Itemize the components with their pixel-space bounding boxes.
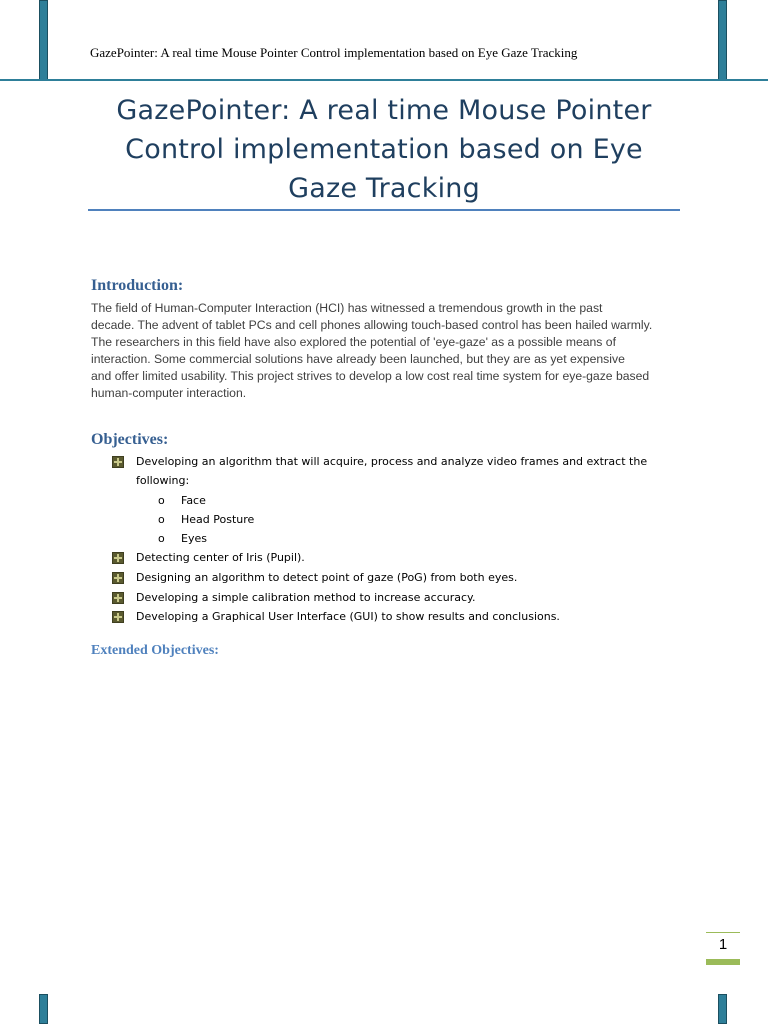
header-rule (0, 79, 768, 81)
document-title: GazePointer: A real time Mouse Pointer Control implementation based on Eye Gaze Tracking (116, 95, 652, 204)
square-bullet-icon (112, 592, 124, 604)
page-number-bar (706, 959, 740, 965)
paragraph-line: and offer limited usability. This project strives to develop a low cost real time system for eye-gaze based (91, 368, 650, 383)
circle-bullet-icon: o (158, 513, 165, 526)
paragraph-line: interaction. Some commercial solutions have already been launched, but they are as yet expensive (91, 351, 625, 366)
sub-list-item-text: Eyes (181, 532, 207, 545)
square-bullet-icon (112, 572, 124, 584)
introduction-paragraph (91, 300, 681, 401)
list-item-text: Developing an algorithm that will acquire, process and analyze video frames and extract the (136, 455, 648, 468)
paragraph-line: human-computer interaction. (91, 385, 247, 400)
page-number: 1 (718, 936, 728, 953)
extended-objectives-heading: Extended Objectives: (91, 643, 219, 658)
paragraph-line: The field of Human-Computer Interaction (HCI) has witnessed a tremendous growth in the past (91, 301, 603, 315)
list-item-text: Detecting center of Iris (Pupil). (136, 551, 305, 564)
page-number-top-rule (706, 932, 740, 933)
title-underline (88, 209, 680, 211)
list-item-text: following: (136, 474, 190, 487)
paragraph-line: The researchers in this field have also explored the potential of 'eye-gaze' as a possible means of (91, 334, 616, 349)
paragraph-line: decade. The advent of tablet PCs and cell phones allowing touch-based control has been hailed warmly. (91, 317, 653, 332)
sub-list-item-text: Face (181, 494, 206, 507)
sub-list-item-text: Head Posture (181, 513, 255, 526)
running-header: GazePointer: A real time Mouse Pointer Control implementation based on Eye Gaze Tracking (90, 45, 578, 60)
square-bullet-icon (112, 456, 124, 468)
square-bullet-icon (112, 552, 124, 564)
page-border-top-left (39, 0, 48, 80)
page-border-bottom-left (39, 994, 48, 1024)
square-bullet-icon (112, 611, 124, 623)
introduction-heading: Introduction: (91, 277, 184, 294)
list-item-text: Developing a simple calibration method to increase accuracy. (136, 591, 476, 604)
circle-bullet-icon: o (158, 494, 165, 507)
page-border-bottom-right (718, 994, 727, 1024)
circle-bullet-icon: o (158, 532, 165, 545)
list-item-text: Developing a Graphical User Interface (GUI) to show results and conclusions. (136, 610, 560, 623)
list-item-text: Designing an algorithm to detect point of gaze (PoG) from both eyes. (136, 571, 518, 584)
page-border-top-right (718, 0, 727, 80)
objectives-heading: Objectives: (91, 431, 169, 448)
